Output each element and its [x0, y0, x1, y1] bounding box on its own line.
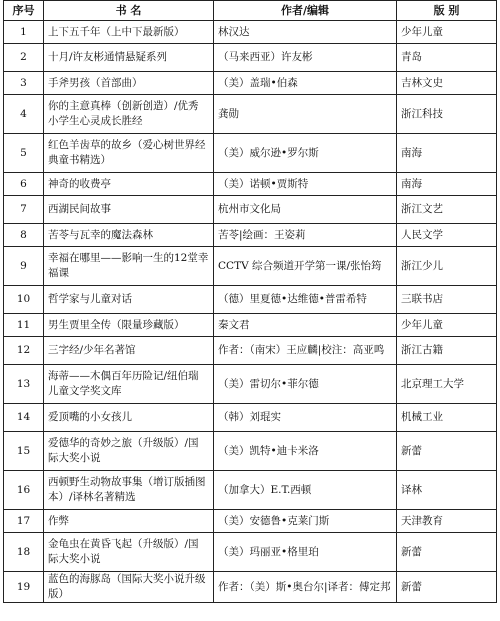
cell-publisher: 少年儿童	[397, 21, 497, 44]
cell-index: 7	[4, 196, 44, 224]
cell-title: 西顿野生动物故事集（增订版插图本）/译林名著精选	[44, 471, 214, 510]
cell-index: 15	[4, 432, 44, 471]
cell-index: 14	[4, 404, 44, 432]
table-row	[4, 314, 497, 337]
cell-publisher: 少年儿童	[397, 314, 497, 337]
cell-title: 十月/许友彬通情悬疑系列	[44, 44, 214, 72]
cell-publisher: 天津教育	[397, 510, 497, 533]
cell-author: CCTV 综合频道开学第一课/张怡筠	[214, 247, 397, 286]
cell-publisher: 新蕾	[397, 432, 497, 471]
cell-index: 8	[4, 224, 44, 247]
cell-author: （美）玛丽亚•格里珀	[214, 533, 397, 572]
cell-author: （美）威尔逊•罗尔斯	[214, 134, 397, 173]
cell-author: 作者：（美）斯•奥台尔|译者：傅定邦	[214, 572, 397, 603]
cell-title: 三字经/少年名著馆	[44, 337, 214, 365]
cell-index: 17	[4, 510, 44, 533]
table-row	[4, 572, 497, 603]
cell-publisher: 新蕾	[397, 533, 497, 572]
cell-author: （美）凯特•迪卡米洛	[214, 432, 397, 471]
cell-index: 11	[4, 314, 44, 337]
cell-author: （马来西亚）许友彬	[214, 44, 397, 72]
cell-publisher: 浙江科技	[397, 95, 497, 134]
cell-title: 爱德华的奇妙之旅（升级版）/国际大奖小说	[44, 432, 214, 471]
table-header-row	[4, 1, 497, 21]
cell-publisher: 南海	[397, 173, 497, 196]
cell-author: （美）诺顿•贾斯特	[214, 173, 397, 196]
cell-title: 神奇的收费亭	[44, 173, 214, 196]
cell-index: 4	[4, 95, 44, 134]
cell-publisher: 浙江文艺	[397, 196, 497, 224]
header-index: 序号	[4, 1, 44, 21]
cell-index: 1	[4, 21, 44, 44]
cell-publisher: 南海	[397, 134, 497, 173]
cell-title: 苦苓与瓦幸的魔法森林	[44, 224, 214, 247]
table-row	[4, 173, 497, 196]
cell-publisher: 北京理工大学	[397, 365, 497, 404]
cell-author: 龚勋	[214, 95, 397, 134]
table-row	[4, 224, 497, 247]
table-row	[4, 134, 497, 173]
table-row	[4, 337, 497, 365]
table-row	[4, 72, 497, 95]
cell-title: 你的主意真棒（创新创造）/优秀小学生心灵成长胜经	[44, 95, 214, 134]
cell-index: 10	[4, 286, 44, 314]
header-author: 作者/编辑	[214, 1, 397, 21]
cell-title: 男生贾里全传（限量珍藏版）	[44, 314, 214, 337]
table-row	[4, 510, 497, 533]
cell-author: 作者：（南宋）王应麟|校注：高亚鸣	[214, 337, 397, 365]
cell-author: （韩）刘琨实	[214, 404, 397, 432]
cell-publisher: 浙江古籍	[397, 337, 497, 365]
cell-publisher: 机械工业	[397, 404, 497, 432]
table-row	[4, 404, 497, 432]
header-publisher: 版 别	[397, 1, 497, 21]
cell-title: 手斧男孩（首部曲）	[44, 72, 214, 95]
cell-publisher: 三联书店	[397, 286, 497, 314]
cell-index: 6	[4, 173, 44, 196]
cell-index: 16	[4, 471, 44, 510]
cell-index: 13	[4, 365, 44, 404]
cell-index: 2	[4, 44, 44, 72]
cell-title: 红色羊齿草的故乡（爱心树世界经典童书精选）	[44, 134, 214, 173]
cell-author: 杭州市文化局	[214, 196, 397, 224]
table-row	[4, 44, 497, 72]
table-row	[4, 286, 497, 314]
cell-author: （加拿大）E.T.西顿	[214, 471, 397, 510]
cell-index: 5	[4, 134, 44, 173]
cell-author: 苦苓|绘画：王姿莉	[214, 224, 397, 247]
cell-publisher: 吉林文史	[397, 72, 497, 95]
table-body	[4, 21, 497, 603]
cell-title: 西湖民间故事	[44, 196, 214, 224]
cell-author: （美）盖瑞•伯森	[214, 72, 397, 95]
table-row	[4, 432, 497, 471]
table-row	[4, 21, 497, 44]
cell-index: 18	[4, 533, 44, 572]
cell-publisher: 浙江少儿	[397, 247, 497, 286]
cell-index: 19	[4, 572, 44, 603]
table-row	[4, 247, 497, 286]
cell-title: 海蒂——木偶百年历险记/纽伯瑞儿童文学奖文库	[44, 365, 214, 404]
table-row	[4, 95, 497, 134]
table-row	[4, 533, 497, 572]
cell-publisher: 新蕾	[397, 572, 497, 603]
cell-title: 上下五千年（上中下最新版）	[44, 21, 214, 44]
table-row	[4, 471, 497, 510]
cell-index: 12	[4, 337, 44, 365]
cell-author: （美）安德鲁•克莱门斯	[214, 510, 397, 533]
header-title: 书 名	[44, 1, 214, 21]
cell-index: 9	[4, 247, 44, 286]
cell-title: 蓝色的海豚岛（国际大奖小说升级版）	[44, 572, 214, 603]
cell-title: 作弊	[44, 510, 214, 533]
cell-author: 林汉达	[214, 21, 397, 44]
cell-publisher: 译林	[397, 471, 497, 510]
cell-title: 金龟虫在黄昏飞起（升级版）/国际大奖小说	[44, 533, 214, 572]
cell-author: （美）雷切尔•菲尔德	[214, 365, 397, 404]
table-row	[4, 365, 497, 404]
cell-title: 爱顶嘴的小女孩儿	[44, 404, 214, 432]
book-list-table	[3, 0, 497, 603]
cell-publisher: 青岛	[397, 44, 497, 72]
cell-index: 3	[4, 72, 44, 95]
table-row	[4, 196, 497, 224]
cell-title: 幸福在哪里——影响一生的12堂幸福课	[44, 247, 214, 286]
cell-title: 哲学家与儿童对话	[44, 286, 214, 314]
cell-publisher: 人民文学	[397, 224, 497, 247]
cell-author: （德）里夏德•达维德•普雷希特	[214, 286, 397, 314]
cell-author: 秦文君	[214, 314, 397, 337]
